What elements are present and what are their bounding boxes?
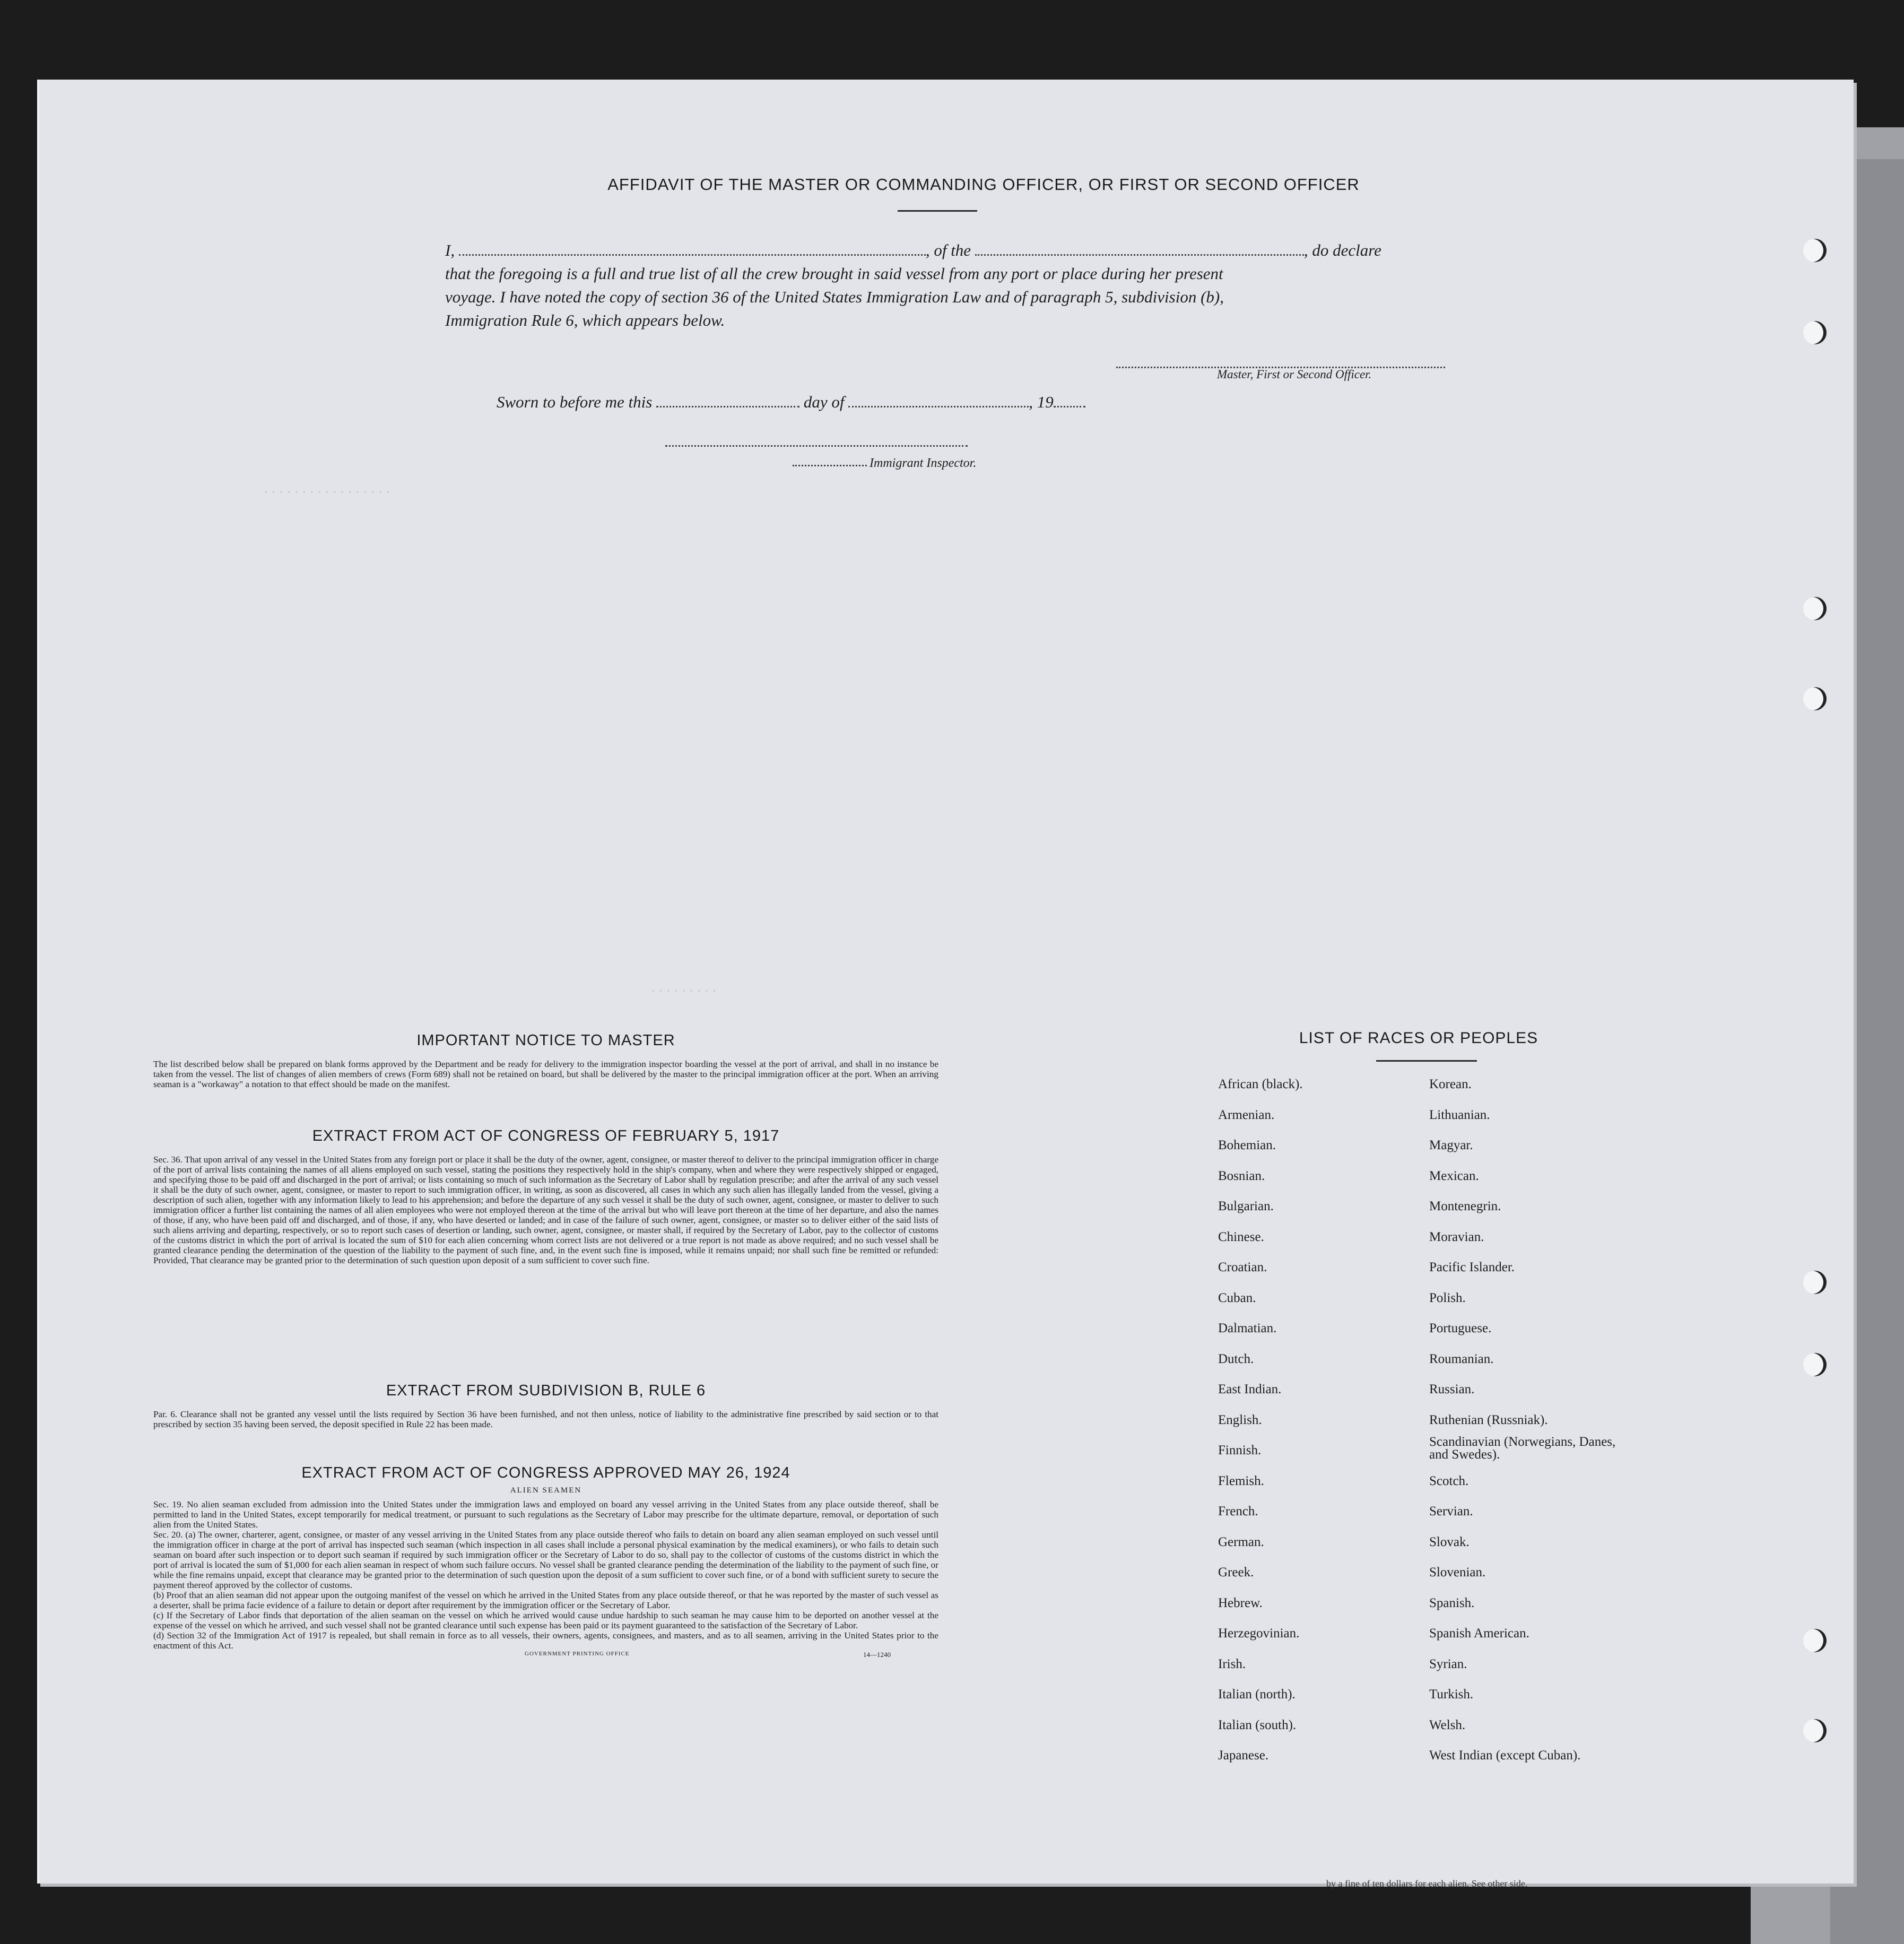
race-item: French. [1218, 1504, 1258, 1518]
affidavit-of-the: , of the [925, 241, 971, 259]
race-item: Hebrew. [1218, 1595, 1263, 1610]
punch-hole [1803, 321, 1827, 344]
race-item: Slovak. [1429, 1534, 1470, 1549]
extract-1924-p5: (d) Section 32 of the Immigration Act of 1917 is repealed, but shall remain in force as to all vessels, their owners, agents, consignees, and masters, and as to all seamen, arriving in the United States prior to the enactment of this Act. [153, 1630, 938, 1651]
punch-hole [1803, 239, 1827, 262]
punch-hole [1803, 1629, 1827, 1652]
extract-1924-section [153, 1464, 938, 1662]
race-item: Roumanian. [1429, 1351, 1494, 1366]
race-item: Chinese. [1218, 1229, 1264, 1244]
sworn-text: Sworn to before me this [497, 393, 653, 411]
race-item: Cuban. [1218, 1290, 1256, 1305]
race-item: Servian. [1429, 1504, 1473, 1518]
inspector-signature-line[interactable] [665, 445, 968, 447]
extract-1924-p3: (b) Proof that an alien seaman did not appear upon the outgoing manifest of the vessel on which he arrived in the United States from any place outside thereof, or that he was reported by the master of such vessel as a deserter, shall be prima facie evidence of a failure to detain or deport after requirement by the immigration officer or the Secretary of Labor. [153, 1590, 938, 1610]
race-item: Spanish. [1429, 1595, 1475, 1610]
notice-title: IMPORTANT NOTICE TO MASTER [416, 1032, 675, 1049]
rule6-section [153, 1382, 938, 1429]
bleed-through-mark: ......... [649, 982, 718, 996]
notice-section [153, 1032, 938, 1089]
race-item: Japanese. [1218, 1748, 1269, 1763]
race-item: Pacific Islander. [1429, 1260, 1515, 1274]
race-item: Scandinavian (Norwegians, Danes, and Swedes). [1429, 1435, 1616, 1462]
sworn-line [497, 393, 1085, 412]
inspector-signature-line-short [793, 464, 867, 466]
affidavit-i: I, [445, 241, 455, 259]
affidavit-line-2: that the foregoing is a full and true list of all the crew brought in said vessel from any port or place during her present [445, 264, 1223, 283]
form-number: 14—1240 [863, 1651, 891, 1659]
form-page [37, 80, 1854, 1884]
punch-hole [1803, 1271, 1827, 1294]
extract-1924-p2: Sec. 20. (a) The owner, charterer, agent, consignee, or master of any vessel arriving in the United States from any place outside thereof who fails to detain on board any alien seaman employed on such vessel until the immigration officer in charge at the port of arrival has inspected such seaman (which inspection in all cases shall include a personal physical examination by the medical examiners), or who fails to detain such seaman on board after such inspection or to deport such seaman if required by such immigration officer or the Secretary of Labor to do so, shall pay to the collector of customs of the customs district in which the port of arrival is located the sum of $1,000 for each alien seaman in respect of whom such failure occurs. No vessel shall be granted clearance pending the determination of the liability to the payment of such fine, or while the fine remains unpaid, except that clearance may be granted prior to the determination of such question upon the deposit of a sum sufficient to cover such fine, or of a bond with sufficient surety to secure the payment thereof approved by the collector of customs. [153, 1530, 938, 1590]
race-item: Lithuanian. [1429, 1107, 1490, 1122]
races-underline [1376, 1060, 1477, 1062]
affidavit-do-declare: , do declare [1303, 241, 1381, 259]
extract-1917-title: EXTRACT FROM ACT OF CONGRESS OF FEBRUARY 5, 1917 [312, 1127, 780, 1144]
rule6-title: EXTRACT FROM SUBDIVISION B, RULE 6 [386, 1382, 706, 1399]
race-item: Scotch. [1429, 1473, 1469, 1488]
race-item: Herzegovinian. [1218, 1626, 1300, 1641]
race-item: Armenian. [1218, 1107, 1275, 1122]
affidavit-line-3: voyage. I have noted the copy of section 36 of the United States Immigration Law and of paragraph 5, subdivision (b), [445, 288, 1224, 306]
race-item: Flemish. [1218, 1473, 1264, 1488]
extract-1924-title: EXTRACT FROM ACT OF CONGRESS APPROVED MAY 26, 1924 [301, 1464, 790, 1481]
race-item: Polish. [1429, 1290, 1466, 1305]
alien-seamen-subtitle: ALIEN SEAMEN [510, 1486, 582, 1495]
affidavit-line-4: Immigration Rule 6, which appears below. [445, 311, 725, 329]
sworn-year-blank[interactable] [1054, 405, 1085, 407]
race-item: Greek. [1218, 1565, 1254, 1579]
name-blank[interactable] [459, 254, 926, 256]
race-item: Dutch. [1218, 1351, 1254, 1366]
affidavit-title: AFFIDAVIT OF THE MASTER OR COMMANDING OFFICER, OR FIRST OR SECOND OFFICER [607, 175, 1360, 194]
punch-hole [1803, 597, 1827, 620]
race-item: Bulgarian. [1218, 1199, 1274, 1213]
race-item: Croatian. [1218, 1260, 1267, 1274]
year-text: , 19 [1029, 393, 1054, 411]
race-item: Bohemian. [1218, 1138, 1276, 1152]
race-item: English. [1218, 1412, 1262, 1427]
punch-hole [1803, 1353, 1827, 1376]
race-item: Magyar. [1429, 1138, 1473, 1152]
race-item: Spanish American. [1429, 1626, 1529, 1641]
bleed-through-mark: ................. [262, 483, 392, 497]
race-item: Irish. [1218, 1656, 1246, 1671]
footer-line [153, 1651, 938, 1662]
race-item: East Indian. [1218, 1382, 1282, 1396]
extract-1924-p4: (c) If the Secretary of Labor finds that deportation of the alien seaman on the vessel on which he arrived would cause undue hardship to such seaman he may cause him to be deported on another vessel at the expense of the vessel on which he arrived, and such vessel shall not be granted clearance until such expense has been paid or its payment guaranteed to the satisfaction of the Secretary of Labor. [153, 1610, 938, 1630]
master-signature-label: Master, First or Second Officer. [1217, 368, 1372, 381]
races-title: LIST OF RACES OR PEOPLES [1299, 1029, 1538, 1047]
affidavit-body [445, 239, 1496, 332]
position-blank[interactable] [975, 254, 1304, 256]
race-item: Finnish. [1218, 1443, 1262, 1457]
notice-text: The list described below shall be prepared on blank forms approved by the Department and be ready for delivery to the immigration inspector boarding the vessel at the port of arrival, and shall in no instance be taken from the vessel. The list of changes of alien members of crews (Form 689) shall not be retained on board, but shall be delivered by the master to the principal immigration officer at the port. When an arriving seaman is a "workaway" a notation to that effect should be made on the manifest. [153, 1059, 938, 1089]
race-item: Turkish. [1429, 1687, 1474, 1702]
race-item: Russian. [1429, 1382, 1475, 1396]
day-of-text: day of [803, 393, 845, 411]
race-item: Korean. [1429, 1077, 1472, 1091]
extract-1917-text: Sec. 36. That upon arrival of any vessel in the United States from any foreign port or place it shall be the duty of the owner, agent, consignee, or master thereof to deliver to the principal immigration officer in charge of the port of arrival lists containing the names of all aliens employed on such vessel, stating the positions they respectively hold in the ship's company, when and where they were respectively shipped or engaged, and specifying those to be paid off and discharged in the port of arrival; or lists containing so much of such information as the Secretary of Labor shall by regulation prescribe; and after the arrival of any such vessel it shall be the duty of such owner, agent, consignee, or master to report to such immigration officer, in writing, as soon as discovered, all cases in which any such alien has illegally landed from the vessel, giving a description of such alien, together with any information likely to lead to his apprehension; and before the departure of any such vessel it shall be the duty of such owner, agent, consignee, or master to deliver to such immigration officer a further list containing the names of all alien employees who were not employed thereon at the time of the arrival but who will leave port thereon at the time of her departure, and also the names of those, if any, who have been paid off and discharged, and of those, if any, who have deserted or landed; and in case of the failure of such owner, agent, consignee, or master so to deliver either of the said lists of such aliens arriving and departing, respectively, or so to report such cases of desertion or landing, such owner, agent, consignee, or master shall, if required by the Secretary of Labor, pay to the collector of customs of the customs district in which the port of arrival is located the sum of $10 for each alien concerning whom correct lists are not delivered or a true report is not made as above required; and no such vessel shall be granted clearance pending the determination of the question of the liability to the payment of such fine, and, in the event such fine is imposed, while it remains unpaid; nor shall such fine be remitted or refunded: Provided, That clearance may be granted prior to the determination of such question upon deposit of a sum sufficient to cover such fine. [153, 1155, 938, 1265]
race-item: Portuguese. [1429, 1321, 1492, 1335]
sworn-day-blank[interactable] [656, 405, 799, 407]
race-item: Mexican. [1429, 1168, 1479, 1183]
race-item: Moravian. [1429, 1229, 1484, 1244]
race-item: German. [1218, 1534, 1264, 1549]
races-list [1180, 1077, 1710, 1846]
race-item: Slovenian. [1429, 1565, 1486, 1579]
punch-hole [1803, 1719, 1827, 1742]
race-item: Dalmatian. [1218, 1321, 1277, 1335]
race-item: Italian (north). [1218, 1687, 1296, 1702]
extract-1924-p1: Sec. 19. No alien seaman excluded from admission into the United States under the immigration laws and employed on board any vessel arriving in the United States from any place outside thereof, shall be permitted to land in the United States, except temporarily for medical treatment, or pursuant to such regulations as the Secretary of Labor may prescribe for the ultimate departure, removal, or deportation of such alien from the United States. [153, 1499, 938, 1530]
race-item: African (black). [1218, 1077, 1303, 1091]
race-item: Montenegrin. [1429, 1199, 1501, 1213]
rule6-text: Par. 6. Clearance shall not be granted any vessel until the lists required by Section 36 have been furnished, and not then unless, notice of liability to the administrative fine prescribed by said section or to that prescribed by section 35 having been served, the deposit specified in Rule 22 has been made. [153, 1409, 938, 1429]
printer-credit: GOVERNMENT PRINTING OFFICE [525, 1651, 630, 1657]
title-underline [898, 210, 977, 212]
race-item: West Indian (except Cuban). [1429, 1748, 1581, 1763]
race-item: Ruthenian (Russniak). [1429, 1412, 1548, 1427]
sworn-month-blank[interactable] [848, 405, 1029, 407]
affidavit-line-1 [445, 239, 1496, 262]
race-item: Syrian. [1429, 1656, 1467, 1671]
punch-hole [1803, 687, 1827, 710]
bottom-strip-text: by a fine of ten dollars for each alien. See other side. [1326, 1878, 1528, 1889]
extract-1917-section [153, 1127, 938, 1265]
inspector-signature-label: Immigrant Inspector. [870, 456, 977, 470]
race-item: Bosnian. [1218, 1168, 1265, 1183]
race-item: Welsh. [1429, 1717, 1466, 1732]
race-item: Italian (south). [1218, 1717, 1297, 1732]
